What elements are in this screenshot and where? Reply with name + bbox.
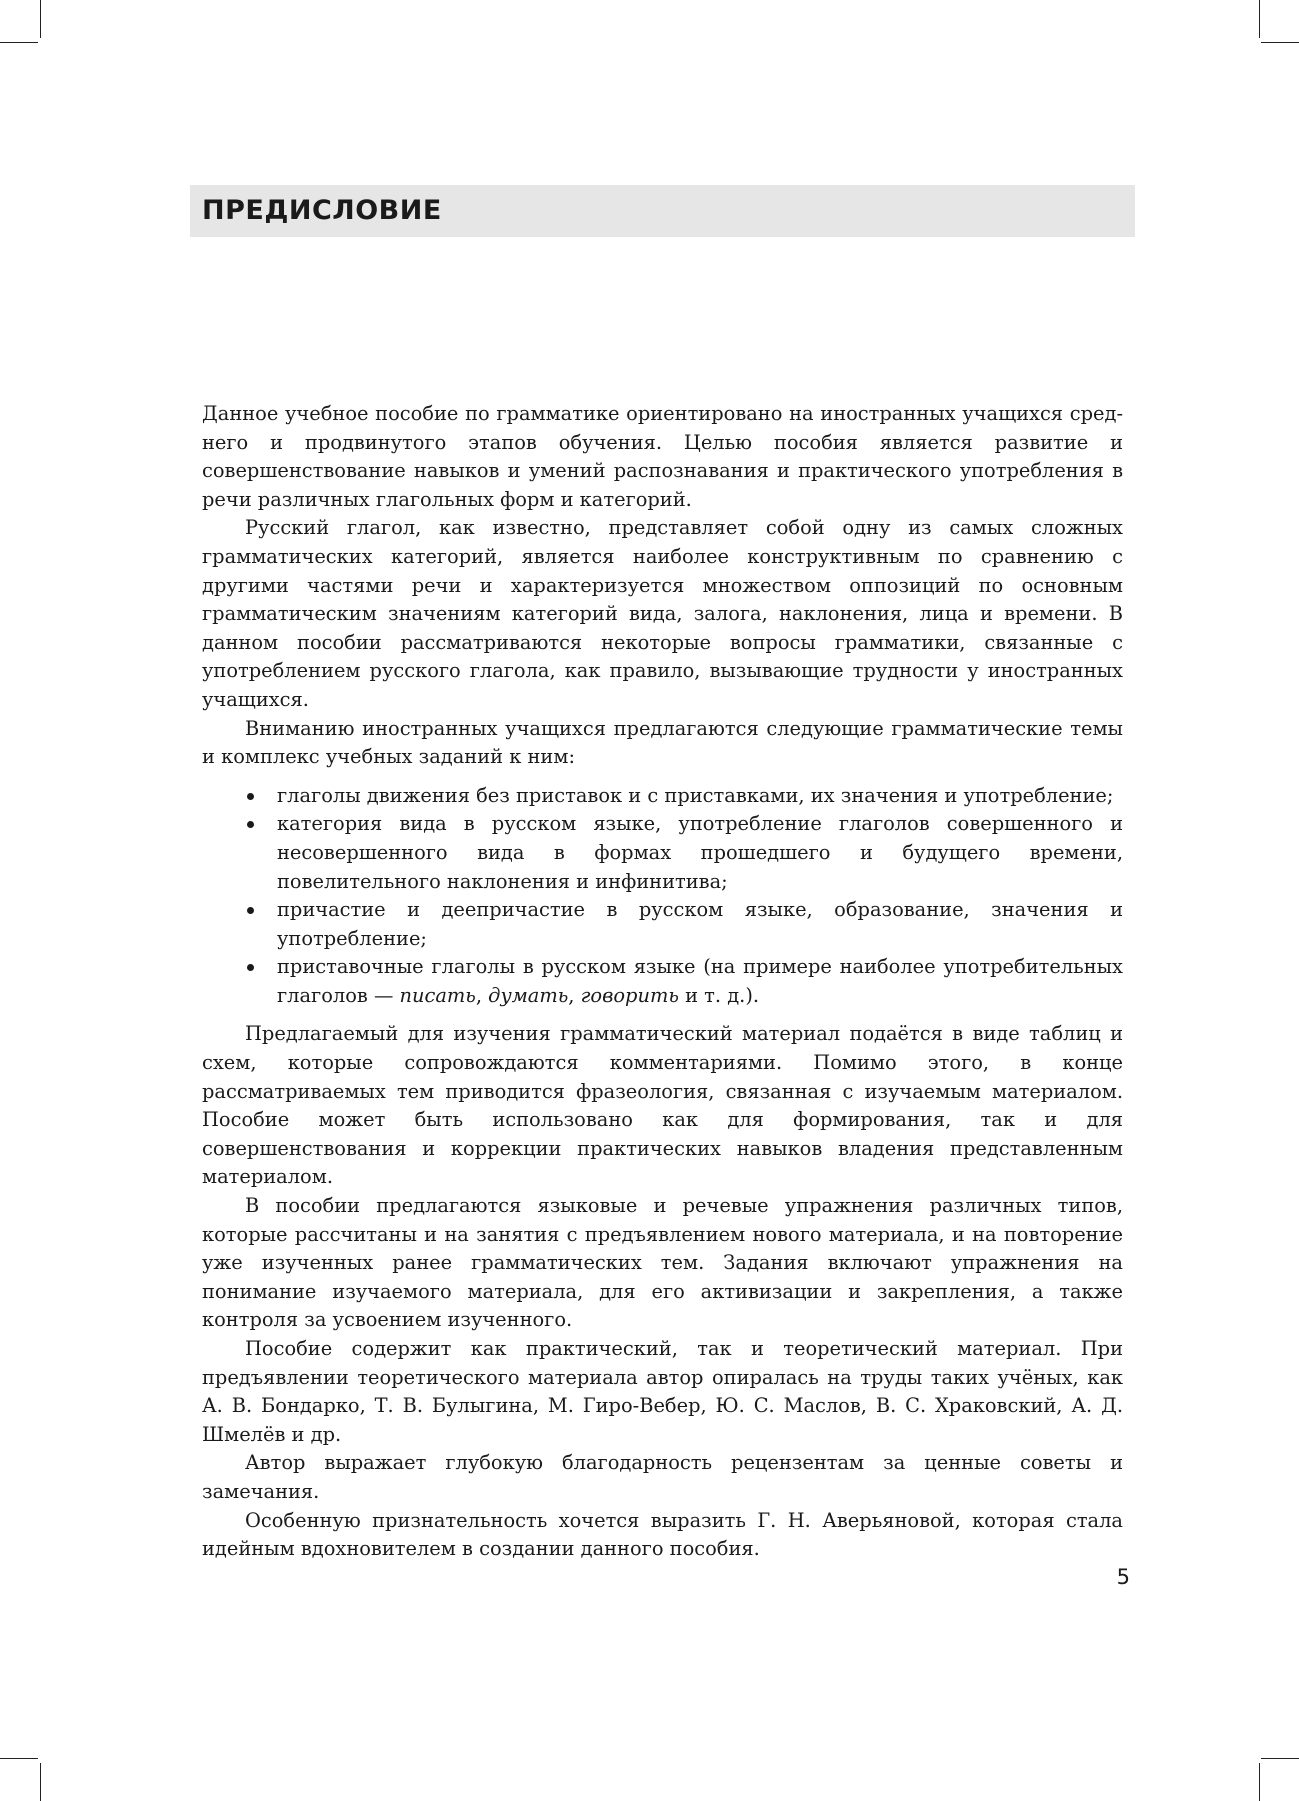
paragraph: Особенную признательность хочется выразить Г. Н. Аверьяновой, которая стала идейным вдохновителем в создании данного пособия. — [202, 1508, 1123, 1561]
list-item — [202, 953, 1123, 1010]
list-item: глаголы движения без приставок и с приставками, их значения и употребление; — [202, 782, 1123, 811]
separator: , — [568, 983, 581, 1007]
paragraph: Данное учебное пособие по грамматике ориентировано на иностранных учащихся среднего и продвинутого этапов обучения. Целью пособия является развитие и совершенствование навыков и умений распознавания и практического употребления в речи различных глагольных форм и категорий. — [202, 402, 1123, 511]
paragraph: Пособие содержит как практический, так и теоретический материал. При предъявлении теоретического материала автор опиралась на труды таких учёных, как А. В. Бондарко, Т. В. Булыгина, М. Гиро-Вебер, Ю. С. Маслов, В. С. Храковский, А. Д. Шмелёв и др. — [202, 1337, 1123, 1446]
paragraph: Автор выражает глубокую благодарность рецензентам за ценные советы и замечания. — [202, 1451, 1123, 1503]
verb-example: думать — [488, 983, 569, 1007]
verb-example: писать — [399, 983, 476, 1007]
list-item: причастие и деепричастие в русском языке, образование, значения и употребление; — [202, 896, 1123, 953]
paragraph: В пособии предлагаются языковые и речевые упражнения различных типов, которые рассчитаны и на занятия с предъявлением нового материала, и на повторение уже изученных ранее грамматических тем. Задания включают упражнения на понимание изучаемого материала, для его активизации и закрепления, а также контроля за усвоением изученного. — [202, 1194, 1123, 1332]
crop-mark — [1261, 42, 1299, 43]
crop-mark — [0, 1758, 38, 1759]
crop-mark — [40, 0, 41, 38]
list-item-text: и т. д.). — [678, 983, 760, 1007]
crop-mark — [1259, 0, 1260, 38]
page-title: ПРЕДИСЛОВИЕ — [202, 195, 442, 226]
crop-mark — [1259, 1763, 1260, 1801]
topic-list — [202, 782, 1123, 1011]
page-number: 5 — [1116, 1565, 1130, 1589]
section-heading-bar — [190, 185, 1135, 237]
crop-mark — [0, 42, 38, 43]
separator: , — [475, 983, 489, 1007]
crop-mark — [1261, 1758, 1299, 1759]
preface-body — [202, 400, 1123, 1564]
list-item: категория вида в русском языке, употребление глаголов совершенного и несовершенного вида в формах прошедшего и будущего времени, повелительного наклонения и инфинитива; — [202, 810, 1123, 896]
verb-example: говорить — [580, 983, 679, 1007]
paragraph: Вниманию иностранных учащихся предлагаются следующие грамматические темы и комплекс учебных заданий к ним: — [202, 716, 1123, 769]
paragraph: Предлагаемый для изучения грамматический материал подаётся в виде таблиц и схем, которые сопровождаются комментариями. Помимо этого, в конце рассматриваемых тем приводится фразеология, связанная с изучаемым материалом. Пособие может быть использовано как для формирования, так и для совершенствования и коррекции практических навыков владения представленным материалом. — [202, 1022, 1123, 1189]
list-item-text: приставочные глаголы в русском языке (на примере наиболее употребительных глаголов — — [277, 955, 1123, 1007]
paragraph: Русский глагол, как известно, представляет собой одну из самых сложных грамматических категорий, является наиболее конструктивным по сравнению с другими частями речи и характеризуется множеством оппозиций по основным грамматическим значениям категорий вида, залога, наклонения, лица и времени. В данном пособии рассматриваются некоторые вопросы грамматики, связанные с употреблением русского глагола, как правило, вызывающие трудности у иностранных учащихся. — [202, 516, 1123, 711]
crop-mark — [40, 1763, 41, 1801]
